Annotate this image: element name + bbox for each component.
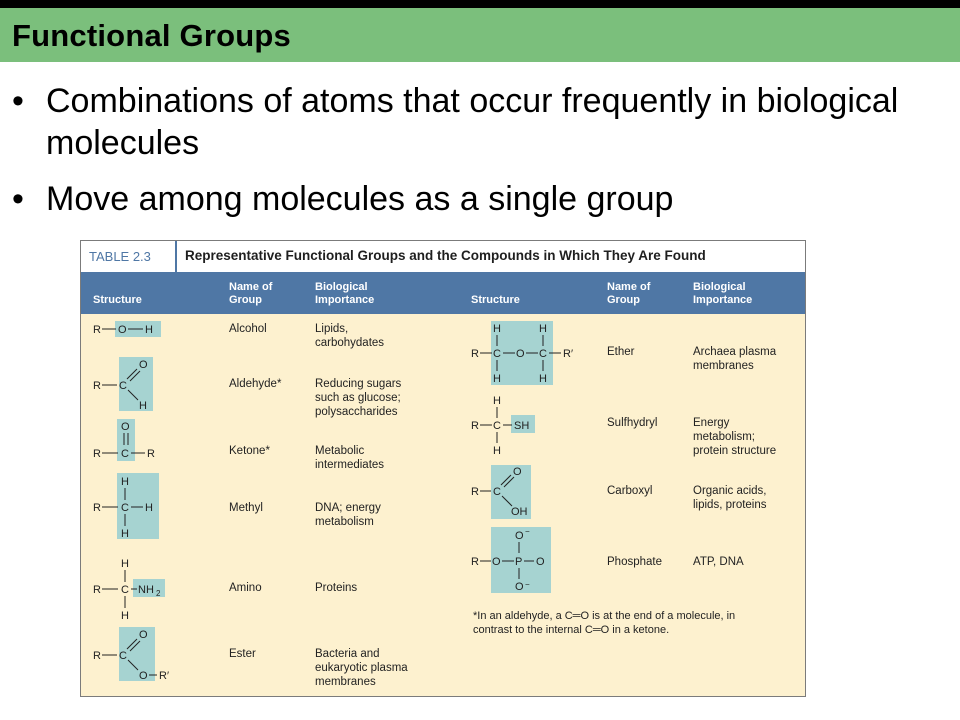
- svg-text:H: H: [493, 395, 501, 407]
- bullet-item: [12, 80, 952, 164]
- svg-text:C: C: [493, 420, 501, 432]
- svg-text:R: R: [471, 348, 479, 360]
- svg-text:R: R: [471, 420, 479, 432]
- svg-text:H: H: [493, 373, 501, 385]
- svg-text:C: C: [119, 650, 127, 662]
- svg-text:R: R: [147, 448, 155, 460]
- svg-text:R: R: [471, 556, 479, 568]
- svg-text:O: O: [121, 421, 130, 433]
- svg-text:O: O: [516, 348, 525, 360]
- svg-text:H: H: [139, 400, 147, 412]
- svg-text:OH: OH: [511, 506, 528, 518]
- svg-text:C: C: [121, 584, 129, 596]
- svg-text:R′: R′: [159, 670, 170, 682]
- header-structure-right: Structure: [471, 294, 520, 306]
- amino-structure: [91, 555, 171, 623]
- aldehyde-structure: [91, 357, 161, 413]
- svg-text:R: R: [93, 324, 101, 336]
- svg-text:C: C: [121, 502, 129, 514]
- row-importance: DNA; energy metabolism: [315, 502, 381, 528]
- row-name: Aldehyde*: [229, 378, 282, 390]
- svg-text:H: H: [539, 323, 547, 335]
- svg-text:H: H: [493, 323, 501, 335]
- svg-text:O: O: [515, 530, 524, 542]
- sulfhydryl-structure: [469, 393, 549, 457]
- methyl-structure: [91, 473, 161, 541]
- svg-text:R: R: [471, 486, 479, 498]
- ether-structure: [469, 321, 589, 387]
- row-name: Phosphate: [607, 556, 662, 568]
- svg-text:O: O: [118, 324, 127, 336]
- svg-text:H: H: [121, 476, 129, 488]
- header-importance-right: Biological Importance: [693, 281, 753, 306]
- bullet-text: Move among molecules as a single group: [46, 180, 674, 218]
- svg-text:−: −: [525, 580, 530, 589]
- functional-groups-table: [80, 240, 806, 697]
- svg-text:R: R: [93, 650, 101, 662]
- svg-text:O: O: [536, 556, 545, 568]
- title-bar: [0, 8, 960, 62]
- svg-text:NH: NH: [138, 584, 154, 596]
- row-importance: Organic acids, lipids, proteins: [693, 485, 767, 511]
- bullet-item: [12, 178, 952, 220]
- svg-text:C: C: [119, 380, 127, 392]
- table-header: [81, 274, 805, 314]
- svg-text:C: C: [493, 348, 501, 360]
- svg-text:H: H: [145, 324, 153, 336]
- svg-text:O: O: [139, 629, 148, 641]
- row-name: Ether: [607, 346, 635, 358]
- svg-text:SH: SH: [514, 420, 530, 432]
- bullet-text: Combinations of atoms that occur frequently in biological molecules: [46, 82, 899, 162]
- svg-text:O: O: [139, 670, 148, 682]
- table-footnote: *In an aldehyde, a C═O is at the end of a molecule, in contrast to the internal C═O in a ketone.: [473, 610, 736, 636]
- table-number: TABLE 2.3: [89, 249, 151, 264]
- row-importance: Proteins: [315, 582, 358, 594]
- svg-text:−: −: [525, 527, 530, 536]
- row-importance: Lipids, carbohydates: [315, 323, 385, 349]
- header-importance-left: Biological Importance: [315, 281, 375, 306]
- alcohol-structure: [91, 321, 161, 341]
- svg-text:R: R: [93, 502, 101, 514]
- svg-text:2: 2: [156, 589, 161, 598]
- row-name: Carboxyl: [607, 485, 653, 497]
- svg-text:H: H: [539, 373, 547, 385]
- svg-text:R: R: [93, 380, 101, 392]
- svg-text:O: O: [513, 466, 522, 478]
- ester-structure: [91, 627, 171, 683]
- svg-text:O: O: [139, 359, 148, 371]
- top-border: [0, 0, 960, 8]
- svg-text:O: O: [492, 556, 501, 568]
- header-name-right: Name of Group: [607, 281, 651, 306]
- table-caption: [81, 241, 805, 274]
- row-importance: Reducing sugars such as glucose; polysaccharides: [315, 378, 402, 418]
- phosphate-structure: [469, 527, 559, 595]
- svg-text:H: H: [121, 528, 129, 540]
- svg-text:O: O: [515, 581, 524, 593]
- svg-text:R′: R′: [563, 348, 574, 360]
- svg-text:H: H: [493, 445, 501, 457]
- row-name: Alcohol: [229, 323, 267, 335]
- svg-text:C: C: [493, 486, 501, 498]
- row-name: Amino: [229, 582, 262, 594]
- svg-text:R: R: [93, 448, 101, 460]
- bullet-list: [12, 80, 952, 234]
- row-importance: Bacteria and eukaryotic plasma membranes: [315, 648, 408, 688]
- svg-text:H: H: [145, 502, 153, 514]
- row-importance: Energy metabolism; protein structure: [693, 417, 777, 457]
- slide-title: Functional Groups: [12, 18, 291, 53]
- row-importance: Metabolic intermediates: [315, 445, 385, 471]
- svg-text:C: C: [539, 348, 547, 360]
- carboxyl-structure: [469, 465, 549, 521]
- row-importance: ATP, DNA: [693, 556, 744, 568]
- row-name: Sulfhydryl: [607, 417, 658, 429]
- row-name: Ester: [229, 648, 256, 660]
- ketone-structure: [91, 419, 161, 465]
- row-name: Methyl: [229, 502, 263, 514]
- table-title: Representative Functional Groups and the Compounds in Which They Are Found: [185, 248, 706, 263]
- svg-text:P: P: [515, 556, 523, 568]
- row-name: Ketone*: [229, 445, 270, 457]
- svg-text:H: H: [121, 610, 129, 622]
- svg-text:C: C: [121, 448, 129, 460]
- svg-text:H: H: [121, 558, 129, 570]
- header-structure-left: Structure: [93, 294, 142, 306]
- header-name-left: Name of Group: [229, 281, 273, 306]
- caption-divider: [175, 241, 177, 272]
- row-importance: Archaea plasma membranes: [693, 346, 777, 372]
- bullet-dot: •: [12, 82, 24, 120]
- svg-text:R: R: [93, 584, 101, 596]
- bullet-dot: •: [12, 180, 24, 218]
